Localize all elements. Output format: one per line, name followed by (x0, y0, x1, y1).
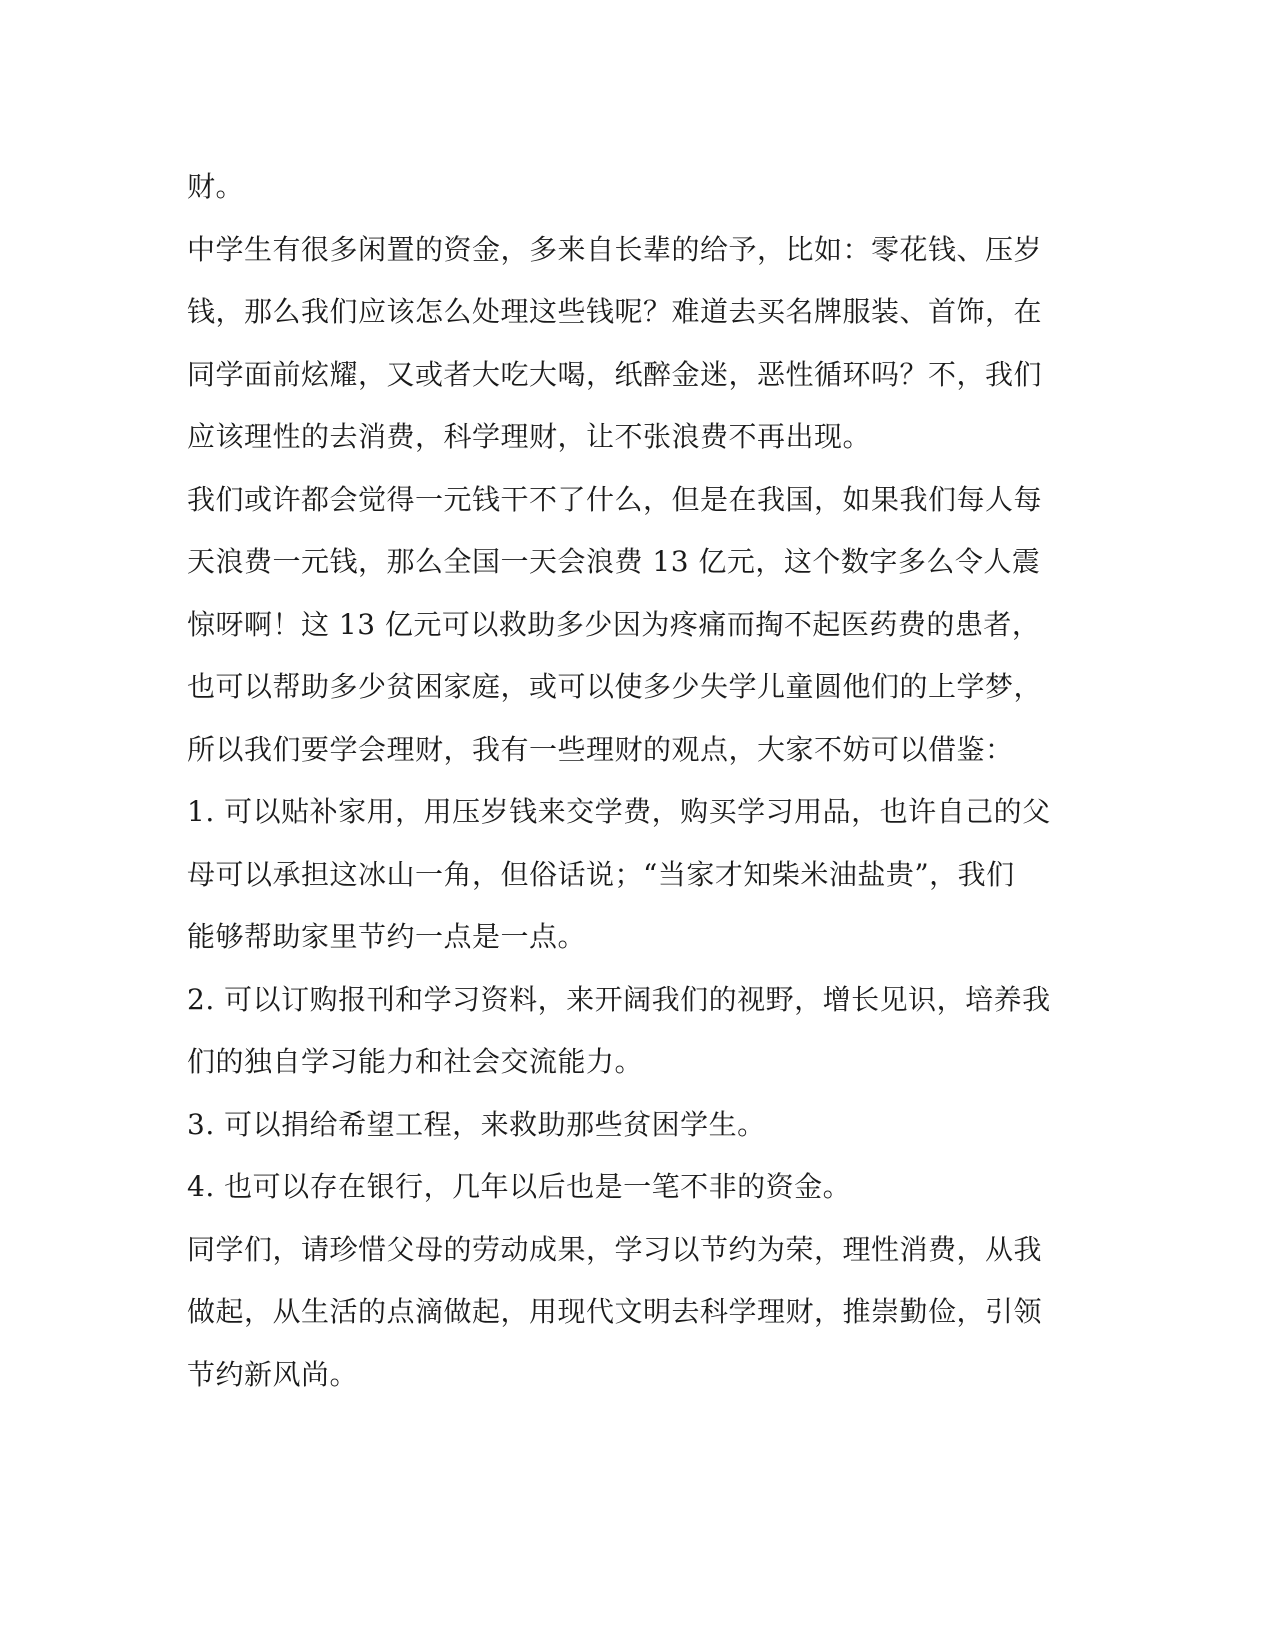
document-body (187, 156, 1051, 1406)
text-line: 钱，那么我们应该怎么处理这些钱呢？难道去买名牌服装、首饰，在 (187, 295, 1043, 328)
text-line: 也可以帮助多少贫困家庭，或可以使多少失学儿童圆他们的上学梦， (187, 670, 1043, 703)
text-line: 做起，从生活的点滴做起，用现代文明去科学理财，推崇勤俭，引领 (187, 1295, 1043, 1328)
text-line: 所以我们要学会理财，我有一些理财的观点，大家不妨可以借鉴： (187, 732, 1014, 766)
text-line: 同学们，请珍惜父母的劳动成果，学习以节约为荣，理性消费，从我 (187, 1232, 1043, 1266)
list-item-line: 能够帮助家里节约一点是一点。 (187, 920, 587, 953)
list-item-line: 1. 可以贴补家用，用压岁钱来交学费，购买学习用品，也许自己的父 (187, 795, 1051, 828)
text-line: 同学面前炫耀，又或者大吃大喝，纸醉金迷，恶性循环吗？不，我们 (187, 357, 1043, 391)
text-line: 中学生有很多闲置的资金，多来自长辈的给予，比如：零花钱、压岁 (187, 232, 1043, 266)
text-line: 天浪费一元钱，那么全国一天会浪费 13 亿元，这个数字多么令人震 (187, 545, 1041, 578)
text-line: 惊呀啊！这 13 亿元可以救助多少因为疼痛而掏不起医药费的患者， (187, 607, 1041, 641)
list-item-line: 2. 可以订购报刊和学习资料，来开阔我们的视野，增长见识，培养我 (187, 982, 1051, 1016)
text-line: 应该理性的去消费，科学理财，让不张浪费不再出现。 (187, 420, 872, 453)
text-line: 财。 (187, 170, 245, 203)
list-item-line: 母可以承担这冰山一角，但俗话说；“当家才知柴米油盐贵”，我们 (187, 857, 1015, 891)
list-item-line: 们的独自学习能力和社会交流能力。 (187, 1045, 644, 1078)
text-line: 我们或许都会觉得一元钱干不了什么，但是在我国，如果我们每人每 (187, 482, 1043, 516)
list-item-line: 4. 也可以存在银行，几年以后也是一笔不非的资金。 (187, 1170, 852, 1203)
list-item-line: 3. 可以捐给希望工程，来救助那些贫困学生。 (187, 1107, 766, 1141)
text-line: 节约新风尚。 (187, 1357, 359, 1391)
